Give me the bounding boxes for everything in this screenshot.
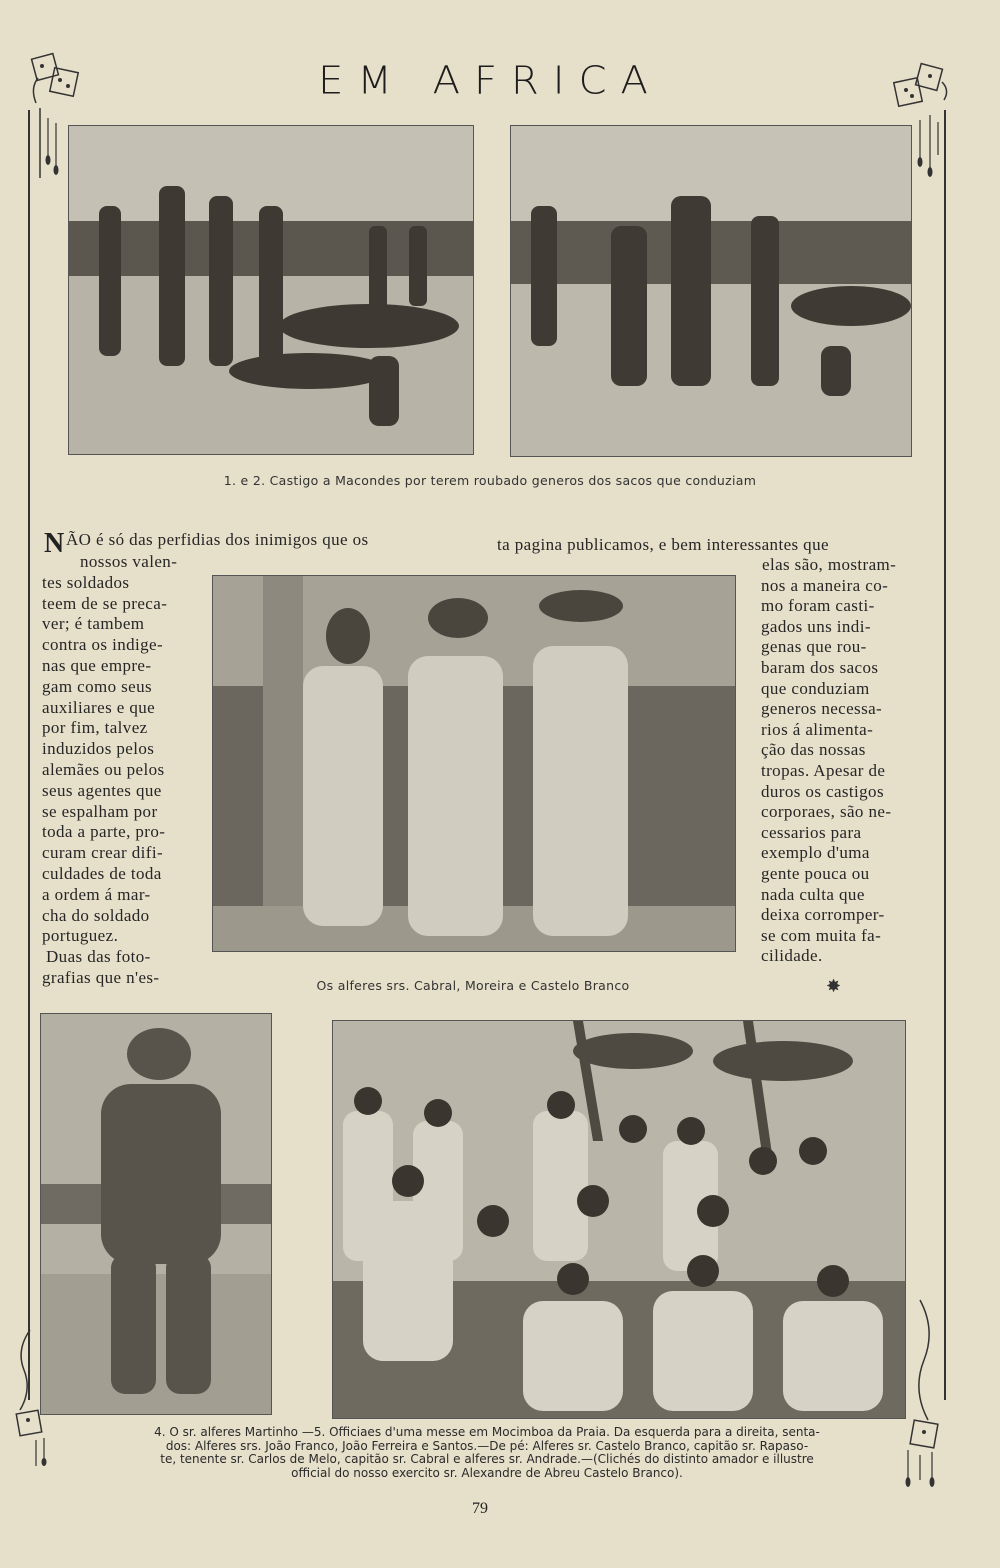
article-right-line: exemplo d'uma (761, 843, 870, 863)
article-left-line: portuguez. (42, 926, 119, 946)
middle-photo-caption: Os alferes srs. Cabral, Moreira e Castelo Branco (316, 978, 630, 993)
article-left-line: induzidos pelos (42, 739, 155, 759)
photo-three-officers (212, 575, 736, 952)
photo-alferes-martinho (40, 1013, 272, 1415)
bottom-caption-line: 4. O sr. alferes Martinho —5. Officiaes d'uma messe em Mocimboa da Praia. Da esquerda para a direita, senta- (154, 1425, 820, 1439)
article-left-line: ver; é tambem (42, 614, 145, 634)
article-left-line: por fim, talvez (42, 718, 148, 738)
article-right-line: deixa corromper- (761, 905, 885, 925)
article-right-line: gente pouca ou (761, 864, 870, 883)
article-left-line: gam como seus (42, 676, 153, 696)
photo-three-officers-icon (213, 576, 735, 951)
article-dropcap: N (44, 528, 65, 559)
article-right-line: elas são, mostram- (762, 555, 897, 574)
top-photo-caption: 1. e 2. Castigo a Macondes por terem roubado generos dos sacos que conduziam (223, 473, 757, 488)
article-left-line: tes soldados (42, 572, 130, 592)
right-border-line (944, 110, 946, 1400)
article-right-line: tropas. Apesar de (761, 761, 886, 780)
article-left-line: alemães ou pelos (42, 760, 165, 779)
article-right-line: que conduziam (761, 678, 870, 698)
section-end-asterisk-icon: ✸ (826, 976, 842, 997)
article-right-line: genas que rou- (761, 637, 867, 657)
article-left-line: auxiliares e que (42, 697, 156, 717)
article-left-line: culdades de toda (42, 864, 162, 883)
article-left-line: nossos valen- (80, 552, 178, 571)
bottom-caption-line: official do nosso exercito sr. Alexandre de Abreu Castelo Branco). (291, 1465, 683, 1480)
photo-officer-portrait-icon (41, 1014, 271, 1414)
article-right-line: cessarios para (761, 822, 862, 842)
article-first-line-left: ÃO é só das perfidias dos inimigos que os (66, 530, 369, 549)
photo-punishment-scene-icon (511, 126, 911, 456)
bottom-caption-line: dos: Alferes srs. João Franco, João Ferreira e Santos.—De pé: Alferes sr. Castelo Branco, capitão sr. Rapaso- (165, 1438, 809, 1453)
article-right-line: corporaes, são ne- (761, 802, 892, 822)
article-left-line: se espalham por (42, 801, 158, 821)
article-first-line-right: ta pagina publicamos, e bem interessantes que (497, 535, 829, 554)
article-left-line: a ordem á mar- (42, 884, 151, 904)
article-left-line: curam crear difi- (42, 843, 164, 863)
article-left-line: grafias que n'es- (42, 968, 160, 987)
article-right-line: mo foram casti- (761, 596, 875, 616)
article-left-line: nas que empre- (42, 656, 152, 675)
article-left-line: contra os indige- (42, 635, 164, 655)
article-right-line: nos a maneira co- (761, 575, 889, 595)
article-right-line: gados uns indi- (761, 616, 871, 636)
article-right-line: generos necessa- (761, 699, 883, 719)
page-number: 79 (472, 1500, 488, 1517)
article-right-line: rios á alimenta- (761, 719, 874, 739)
photo-officers-mess-group (332, 1020, 906, 1419)
bottom-caption-line: te, tenente sr. Carlos de Melo, capitão sr. Cabral e alferes sr. Andrade.—(Clichés do distinto amador e illustre (160, 1452, 814, 1466)
photo-officers-group-icon (333, 1021, 905, 1418)
photo-punishment-scene-icon (69, 126, 473, 454)
article-right-line: ção das nossas (761, 740, 866, 760)
article-left-line: seus agentes que (42, 780, 162, 800)
article-right-line: duros os castigos (761, 781, 884, 801)
article-right-line: nada culta que (761, 884, 865, 904)
bottom-photos-caption (72, 1426, 902, 1480)
article-left-line: cha do soldado (42, 905, 150, 925)
article-right-line: se com muita fa- (761, 925, 882, 945)
left-border-line (28, 110, 30, 1400)
article-right-line: baram dos sacos (761, 658, 879, 677)
article-right-line: cilidade. (761, 946, 823, 966)
article-left-line: toda a parte, pro- (42, 822, 166, 842)
photo-punishment-1 (68, 125, 474, 455)
photo-punishment-2 (510, 125, 912, 457)
article-left-line: Duas das foto- (46, 947, 151, 967)
article-left-line: teem de se preca- (42, 593, 168, 613)
page-title: EM AFRICA (318, 59, 662, 103)
